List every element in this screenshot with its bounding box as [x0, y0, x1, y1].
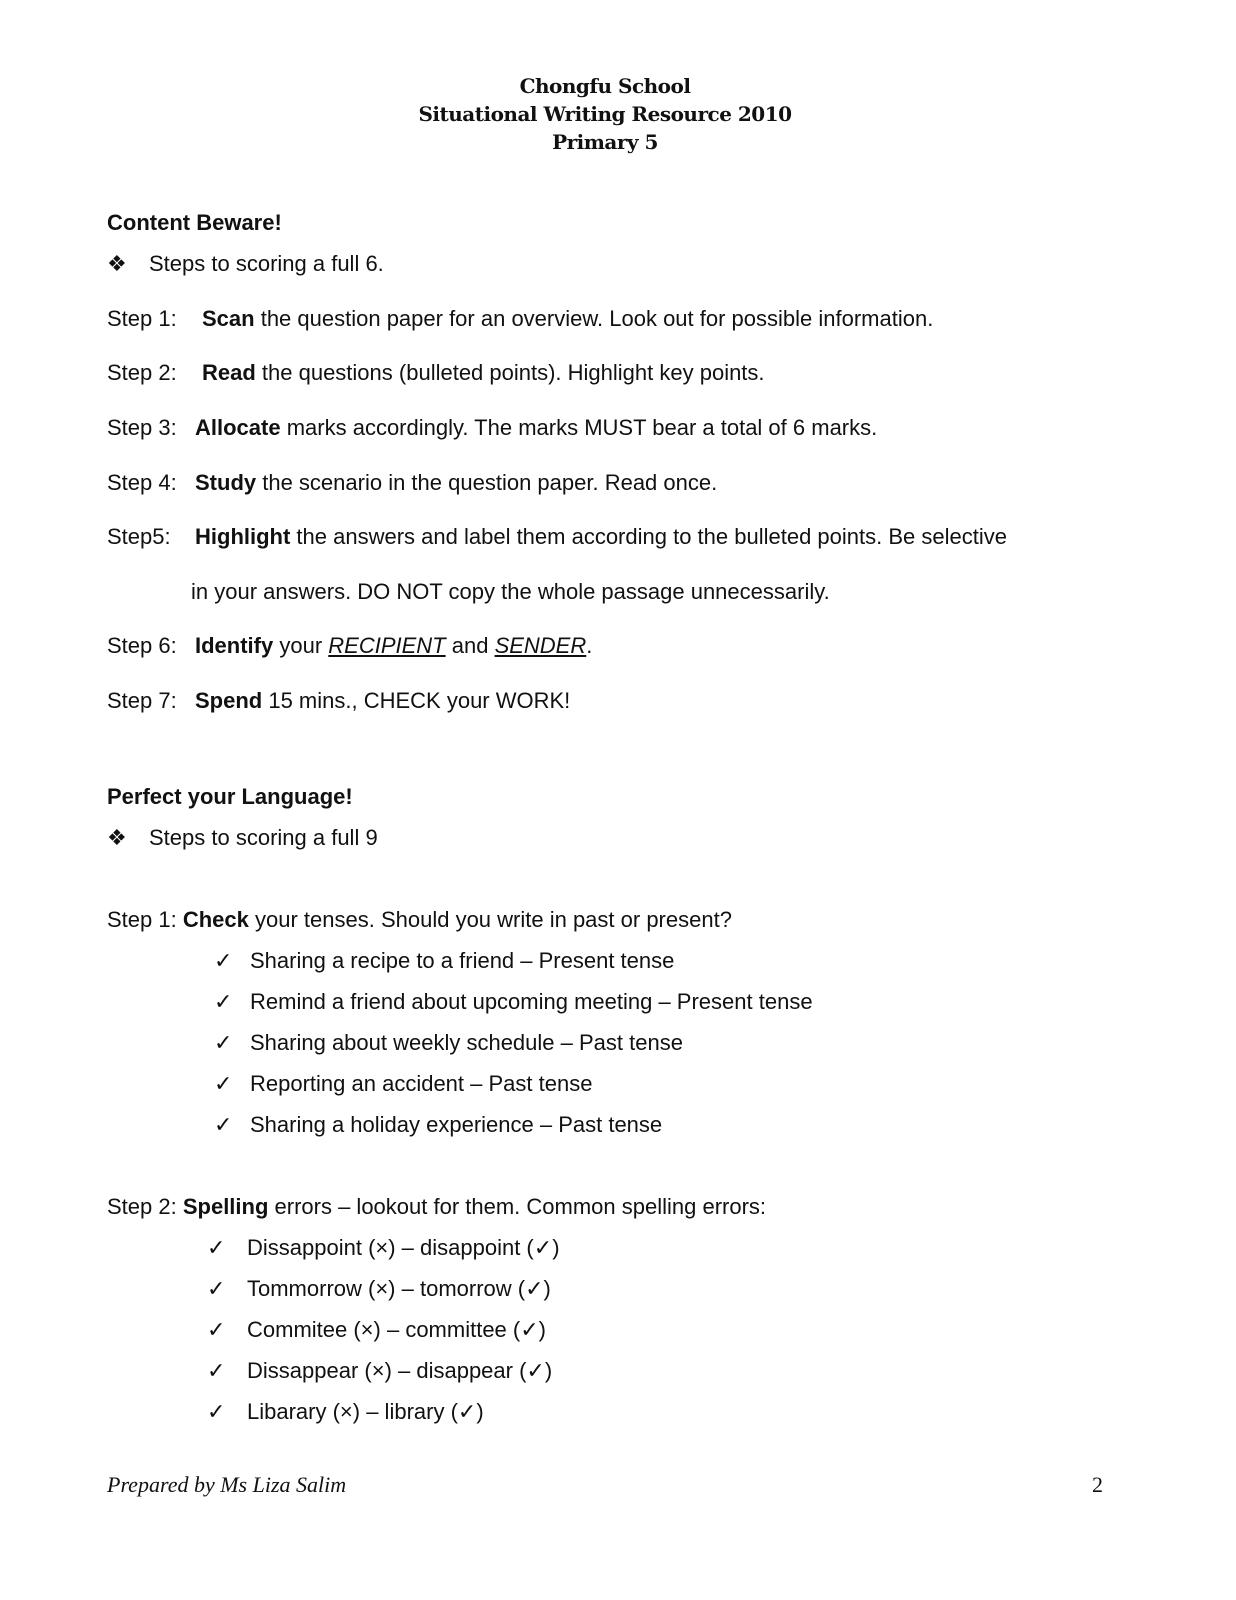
tense-item: Remind a friend about upcoming meeting – Present tense	[250, 989, 813, 1014]
step-keyword: Read	[202, 360, 256, 385]
content-bullet	[107, 251, 384, 277]
language-step-1	[107, 907, 732, 933]
step-keyword: Spelling	[182, 1194, 269, 1219]
step-label: Step 1:	[107, 907, 183, 932]
check-icon: ✓	[214, 948, 233, 973]
list-item	[214, 989, 813, 1015]
tense-item: Sharing a holiday experience – Past tense	[250, 1112, 663, 1137]
step-text: the scenario in the question paper. Read once.	[256, 470, 718, 495]
step-keyword: Identify	[195, 633, 274, 658]
resource-title: Situational Writing Resource 2010	[418, 102, 792, 126]
spelling-item: Dissappoint (×) – disappoint (✓)	[247, 1235, 560, 1260]
language-heading: Perfect your Language!	[107, 784, 353, 809]
list-item	[207, 1358, 552, 1384]
school-name: Chongfu School	[519, 74, 691, 98]
language-step-2	[107, 1194, 766, 1220]
recipient-emphasis: RECIPIENT	[328, 633, 446, 658]
content-step-3	[107, 415, 877, 441]
step-label: Step 1:	[107, 306, 177, 331]
content-heading: Content Beware!	[107, 210, 282, 235]
grade-level: Primary 5	[552, 130, 658, 154]
step-text: your tenses. Should you write in past or present?	[248, 907, 732, 932]
step-keyword: Allocate	[195, 415, 281, 440]
step-text: and	[445, 633, 495, 658]
spelling-item: Commitee (×) – committee (✓)	[247, 1317, 546, 1342]
step-label: Step 2:	[107, 1194, 183, 1219]
step-text: your	[273, 633, 329, 658]
list-item	[207, 1399, 484, 1425]
diamond-bullet-icon: ❖	[107, 825, 127, 850]
step-text: errors – lookout for them. Common spelling errors:	[268, 1194, 767, 1219]
list-item	[214, 1030, 683, 1056]
check-icon: ✓	[214, 1071, 233, 1096]
bullet-text: Steps to scoring a full 9	[149, 825, 378, 850]
step-label: Step 2:	[107, 360, 177, 385]
diamond-bullet-icon: ❖	[107, 251, 127, 276]
step-keyword: Highlight	[195, 524, 291, 549]
check-icon: ✓	[207, 1358, 226, 1383]
check-icon: ✓	[207, 1317, 226, 1342]
tense-item: Sharing a recipe to a friend – Present tense	[250, 948, 675, 973]
step-label: Step 4:	[107, 470, 177, 495]
content-step-2	[107, 360, 765, 386]
step-text: .	[586, 633, 593, 658]
list-item	[207, 1235, 560, 1261]
content-step-1	[107, 306, 933, 332]
footer-author: Prepared by Ms Liza Salim	[107, 1472, 347, 1497]
sender-emphasis: SENDER	[494, 633, 587, 658]
page-number: 2	[1092, 1472, 1103, 1497]
content-step-4	[107, 470, 717, 496]
step-text: the answers and label them according to the bulleted points. Be selective	[290, 524, 1007, 549]
step-keyword: Study	[195, 470, 257, 495]
step-text: the question paper for an overview. Look out for possible information.	[254, 306, 934, 331]
spelling-item: Tommorrow (×) – tomorrow (✓)	[247, 1276, 551, 1301]
check-icon: ✓	[207, 1235, 226, 1260]
step-label: Step 6:	[107, 633, 177, 658]
tense-item: Reporting an accident – Past tense	[250, 1071, 593, 1096]
list-item	[214, 948, 674, 974]
language-bullet	[107, 825, 378, 851]
step-text: marks accordingly. The marks MUST bear a total of 6 marks.	[280, 415, 878, 440]
spelling-item: Dissappear (×) – disappear (✓)	[247, 1358, 553, 1383]
step-label: Step5:	[107, 524, 171, 549]
content-step-5	[107, 524, 1007, 550]
step-text: 15 mins., CHECK your WORK!	[262, 688, 571, 713]
step-keyword: Spend	[195, 688, 263, 713]
content-step-6	[107, 633, 592, 659]
check-icon: ✓	[214, 989, 233, 1014]
step-keyword: Check	[182, 907, 249, 932]
list-item	[214, 1071, 592, 1097]
check-icon: ✓	[207, 1276, 226, 1301]
check-icon: ✓	[214, 1030, 233, 1055]
check-icon: ✓	[214, 1112, 233, 1137]
list-item	[207, 1317, 546, 1343]
check-icon: ✓	[207, 1399, 226, 1424]
list-item	[214, 1112, 662, 1138]
step-text: the questions (bulleted points). Highlight key points.	[255, 360, 765, 385]
bullet-text: Steps to scoring a full 6.	[149, 251, 384, 276]
step-keyword: Scan	[202, 306, 255, 331]
spelling-item: Libarary (×) – library (✓)	[247, 1399, 484, 1424]
step-label: Step 3:	[107, 415, 177, 440]
step-label: Step 7:	[107, 688, 177, 713]
tense-item: Sharing about weekly schedule – Past tense	[250, 1030, 683, 1055]
content-step-7	[107, 688, 570, 714]
content-step-5-continued: in your answers. DO NOT copy the whole passage unnecessarily.	[191, 579, 830, 604]
list-item	[207, 1276, 551, 1302]
